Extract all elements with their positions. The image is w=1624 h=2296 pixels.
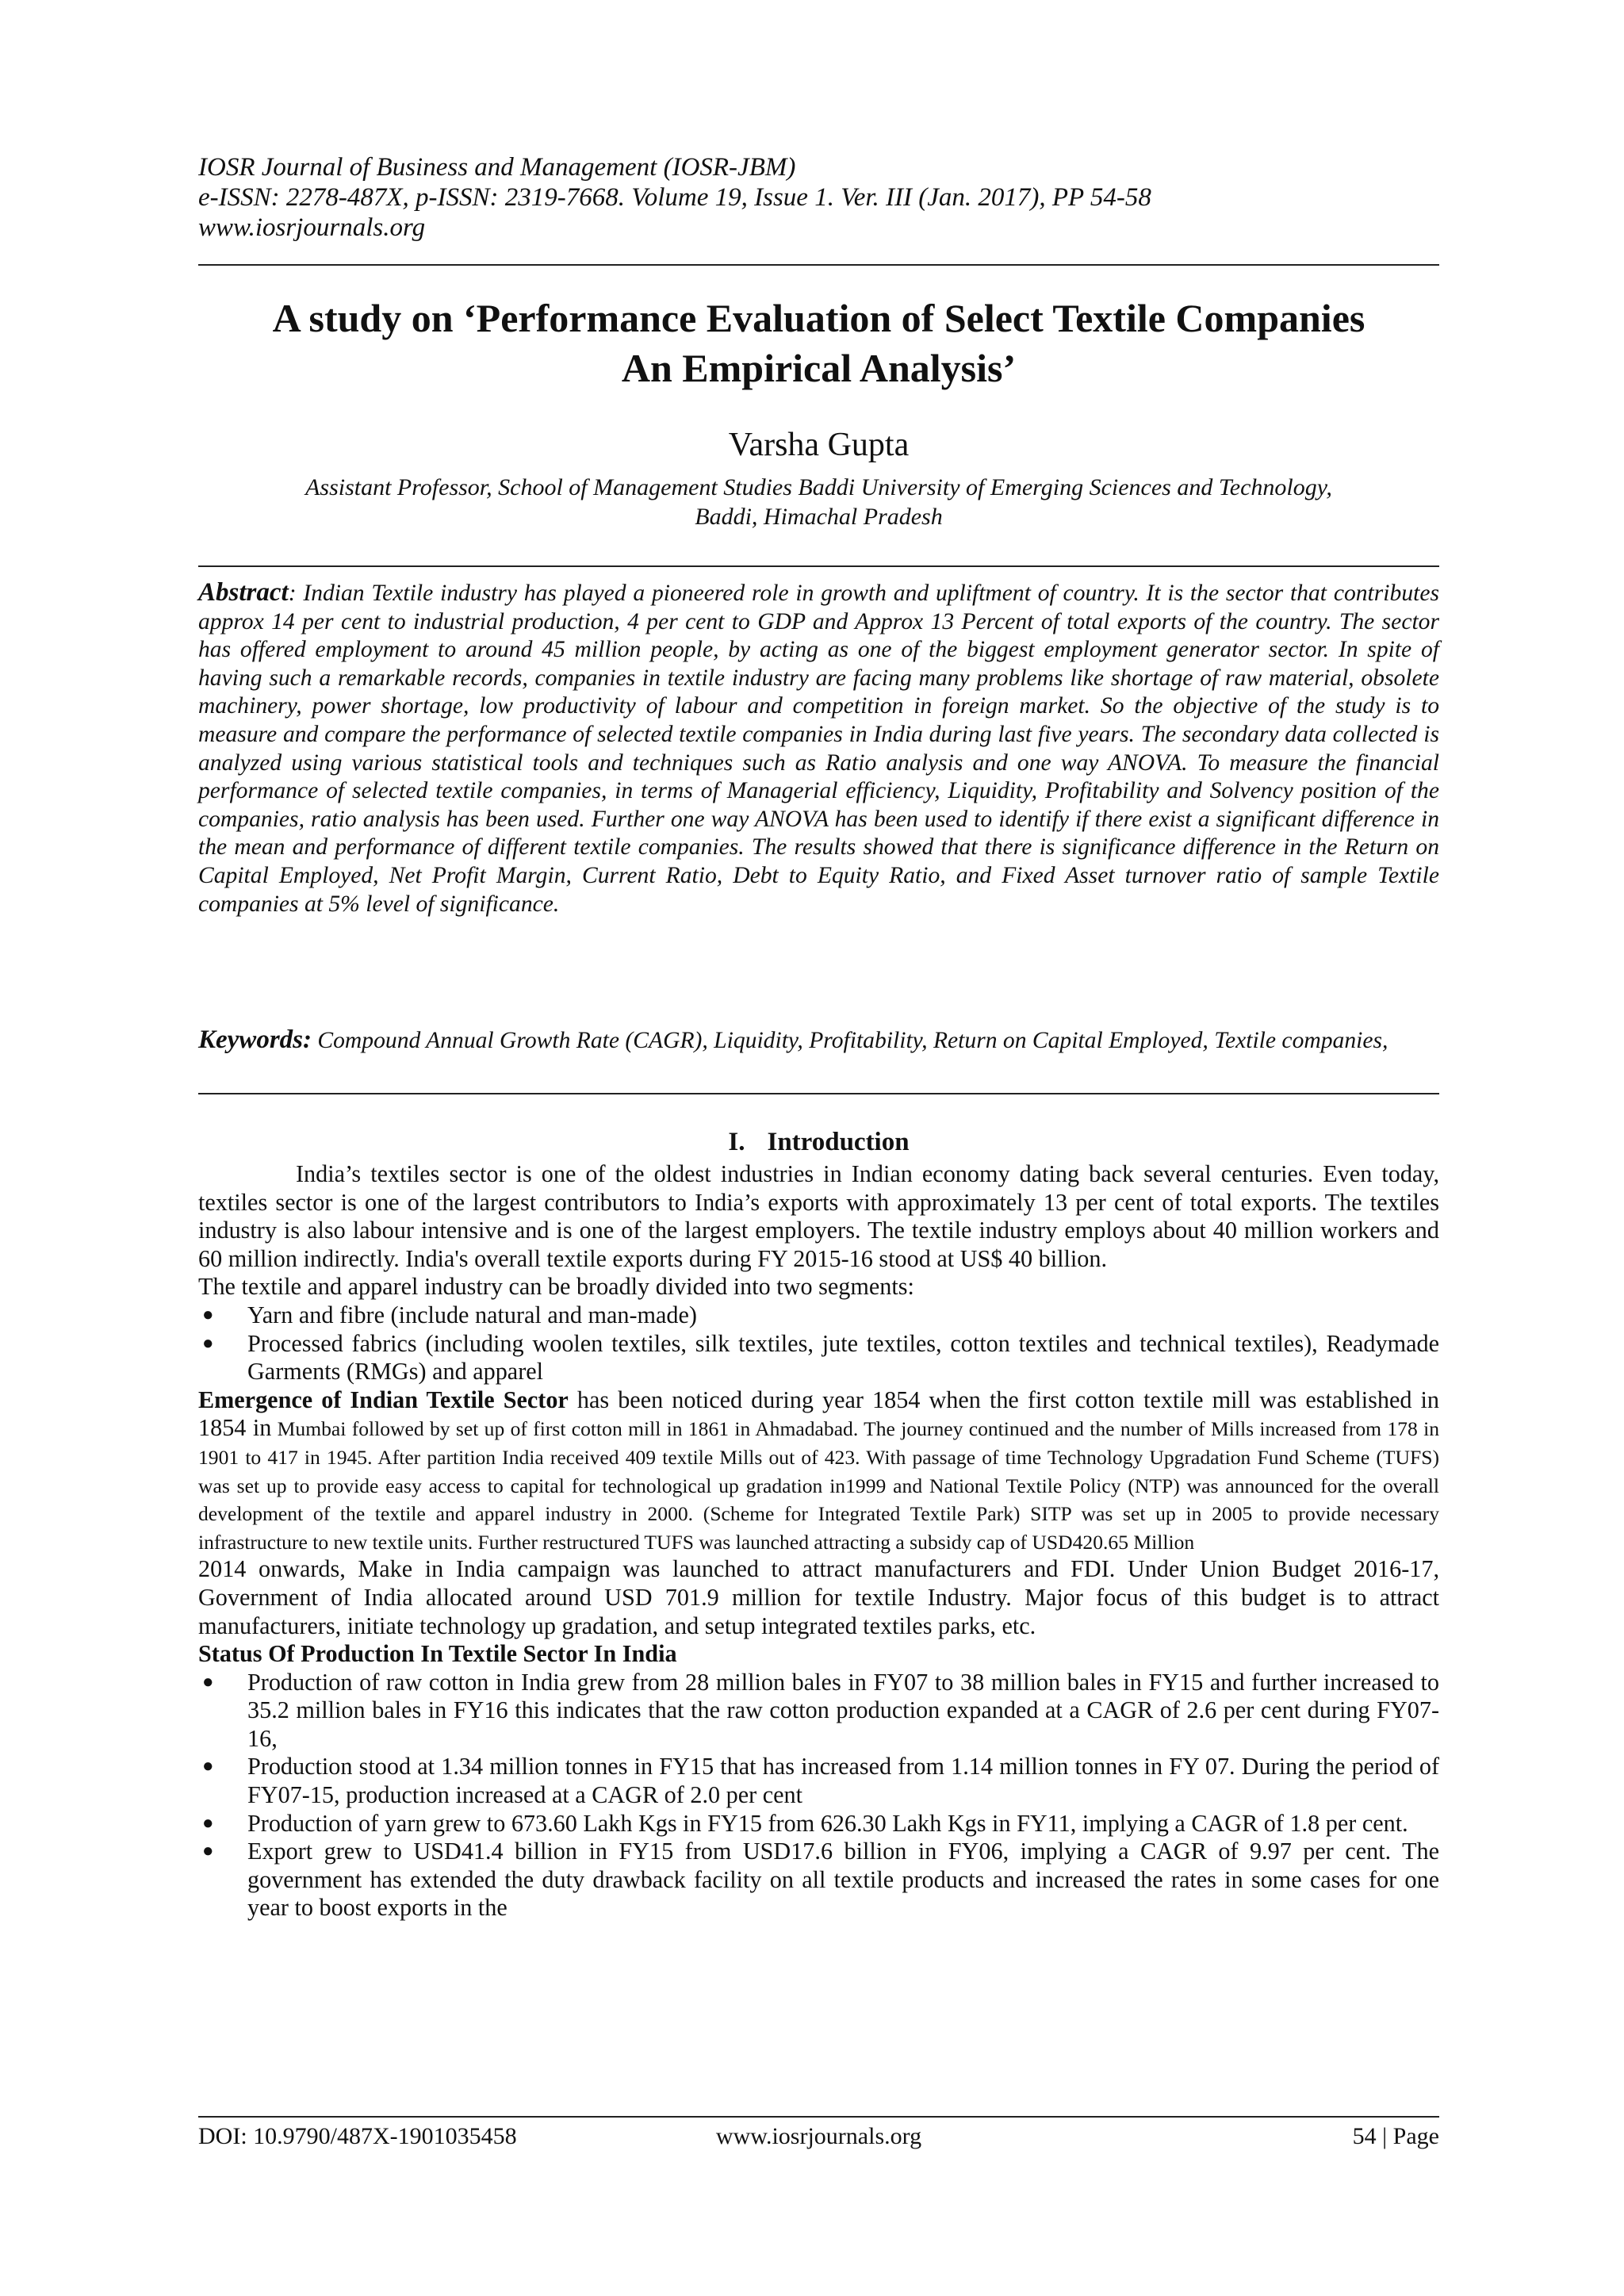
introduction-body xyxy=(198,1160,1439,1922)
list-item xyxy=(198,1301,1439,1330)
abstract-bottom-divider xyxy=(198,1093,1439,1094)
author-affiliation xyxy=(198,473,1439,531)
journal-header xyxy=(198,152,1439,243)
journal-issn: e-ISSN: 2278-487X, p-ISSN: 2319-7668. Volume 19, Issue 1. Ver. III (Jan. 2017), PP 54-58 xyxy=(198,183,1151,212)
journal-name: IOSR Journal of Business and Management (IOSR-JBM) xyxy=(198,153,796,182)
section-heading-introduction xyxy=(198,1126,1439,1158)
list-item-text: Processed fabrics (including woolen textiles, silk textiles, jute textiles, cotton textiles and technical textiles), Readymade Garments (RMGs) and apparel xyxy=(247,1329,1439,1386)
list-item xyxy=(198,1753,1439,1809)
keywords-text: Compound Annual Growth Rate (CAGR), Liquidity, Profitability, Return on Capital Employed, Textile companies, xyxy=(312,1028,1388,1053)
keywords-label: Keywords: xyxy=(198,1025,312,1054)
list-item-text: Production of yarn grew to 673.60 Lakh Kgs in FY15 from 626.30 Lakh Kgs in FY11, implying a CAGR of 1.8 per cent. xyxy=(247,1809,1408,1837)
bullet-icon: ● xyxy=(202,1304,214,1325)
bullet-icon: ● xyxy=(202,1332,214,1354)
list-item xyxy=(198,1669,1439,1754)
affiliation-line-1: Assistant Professor, School of Management Studies Baddi University of Emerging Sciences and Technology, xyxy=(305,474,1332,500)
footer-page-number: 54 | Page xyxy=(1352,2123,1439,2149)
emergence-text-1: has been noticed during year 1854 when the first cotton textile mill was established in 1854 in xyxy=(198,1386,1439,1442)
emergence-paragraph xyxy=(198,1386,1439,1556)
list-item xyxy=(198,1810,1439,1838)
paper-title-line-2: An Empirical Analysis’ xyxy=(621,346,1017,390)
footer-website: www.iosrjournals.org xyxy=(715,2123,922,2149)
paper-page xyxy=(198,0,1439,2296)
abstract-text: : Indian Textile industry has played a pioneered role in growth and upliftment of country. It is the sector that contributes approx 14 per cent to industrial production, 4 per cent to GDP and Approx 13 Percent of total exports of the country. The sector has offered employment to around 45 million people, by acting as one of the biggest employment generator sector. In spite of having such a remarkable records, companies in textile industry are facing many problems like shortage of raw material, obsolete machinery, power shortage, low productivity of labour and competition in foreign market. So the objective of the study is to measure and compare the performance of selected textile companies in India during last five years. The secondary data collected is analyzed using various statistical tools and techniques such as Ratio analysis and one way ANOVA. To measure the financial performance of selected textile companies, in terms of Managerial efficiency, Liquidity, Profitability and Solvency position of the companies, ratio analysis has been used. Further one way ANOVA has been used to identify if there exist a significant difference in the mean and performance of different textile companies. The results showed that there is significance difference in the Return on Capital Employed, Net Profit Margin, Current Ratio, Debt to Equity Ratio, and Fixed Asset turnover ratio of sample Textile companies at 5% level of significance. xyxy=(198,581,1439,917)
paper-title xyxy=(198,293,1439,393)
bullet-icon: ● xyxy=(202,1812,214,1834)
segments-list xyxy=(198,1301,1439,1386)
emergence-lead: Emergence of Indian Textile Sector xyxy=(198,1386,569,1413)
journal-url: www.iosrjournals.org xyxy=(198,213,426,242)
list-item-text: Yarn and fibre (include natural and man-made) xyxy=(247,1301,697,1328)
bullet-icon: ● xyxy=(202,1671,214,1692)
abstract-label: Abstract xyxy=(198,578,289,607)
intro-paragraph: India’s textiles sector is one of the oldest industries in Indian economy dating back several centuries. Even today, textiles sector is one of the largest contributors to India’s exports with approximately 13 per cent of total exports. The textiles industry is also labour intensive and is one of the largest employers. The textile industry employs about 40 million workers and 60 million indirectly. India's overall textile exports during FY 2015-16 stood at US$ 40 billion. xyxy=(198,1160,1439,1272)
list-item xyxy=(198,1838,1439,1922)
footer-doi: DOI: 10.9790/487X-1901035458 xyxy=(198,2123,517,2149)
header-divider xyxy=(198,264,1439,266)
bullet-icon: ● xyxy=(202,1756,214,1777)
list-item-text: Production of raw cotton in India grew from 28 million bales in FY07 to 38 million bales in FY15 and further increased to 35.2 million bales in FY16 this indicates that the raw cotton production expanded at a CAGR of 2.6 per cent during FY07-16, xyxy=(247,1668,1439,1752)
author-name: Varsha Gupta xyxy=(728,427,910,463)
page-footer xyxy=(198,2122,1439,2154)
abstract-top-divider xyxy=(198,565,1439,567)
affiliation-line-2: Baddi, Himachal Pradesh xyxy=(695,504,943,530)
footer-divider xyxy=(198,2116,1439,2118)
list-item-text: Production stood at 1.34 million tonnes in FY15 that has increased from 1.14 million tonnes in FY 07. During the period of FY07-15, production increased at a CAGR of 2.0 per cent xyxy=(247,1753,1439,1809)
status-heading: Status Of Production In Textile Sector In India xyxy=(198,1640,677,1668)
bullet-icon: ● xyxy=(202,1841,214,1862)
segments-intro: The textile and apparel industry can be broadly divided into two segments: xyxy=(198,1273,914,1301)
emergence-text-2: Mumbai followed by set up of first cotton mill in 1861 in Ahmadabad. The journey continued and the number of Mills increased from 178 in 1901 to 417 in 1945. After partition India received 409 textile Mills out of 423. With passage of time Technology Upgradation Fund Scheme (TUFS) was set up to provide easy access to capital for technological up gradation in1999 and National Textile Policy (NTP) was announced for the overall development of the textile and apparel industry in 2000. (Scheme for Integrated Textile Park) SITP was set up in 2005 to provide necessary infrastructure to new textile units. Further restructured TUFS was launched attracting a subsidy cap of USD420.65 Million xyxy=(198,1417,1439,1554)
keywords xyxy=(198,1026,1439,1056)
budget-paragraph: 2014 onwards, Make in India campaign was launched to attract manufacturers and FDI. Under Union Budget 2016-17, Government of India allocated around USD 701.9 million for textile Industry. Major focus of this budget is to attract manufacturers, initiate technology up gradation, and setup integrated textiles parks, etc. xyxy=(198,1555,1439,1639)
list-item xyxy=(198,1330,1439,1386)
section-title: Introduction xyxy=(767,1128,910,1156)
list-item-text: Export grew to USD41.4 billion in FY15 from USD17.6 billion in FY06, implying a CAGR of 9.97 per cent. The government has extended the duty drawback facility on all textile products and increased the rates in some cases for one year to boost exports in the xyxy=(247,1838,1439,1922)
section-number: I. xyxy=(728,1128,745,1156)
abstract xyxy=(198,579,1439,918)
paper-title-line-1: A study on ‘Performance Evaluation of Select Textile Companies xyxy=(272,296,1365,340)
status-list xyxy=(198,1669,1439,1922)
